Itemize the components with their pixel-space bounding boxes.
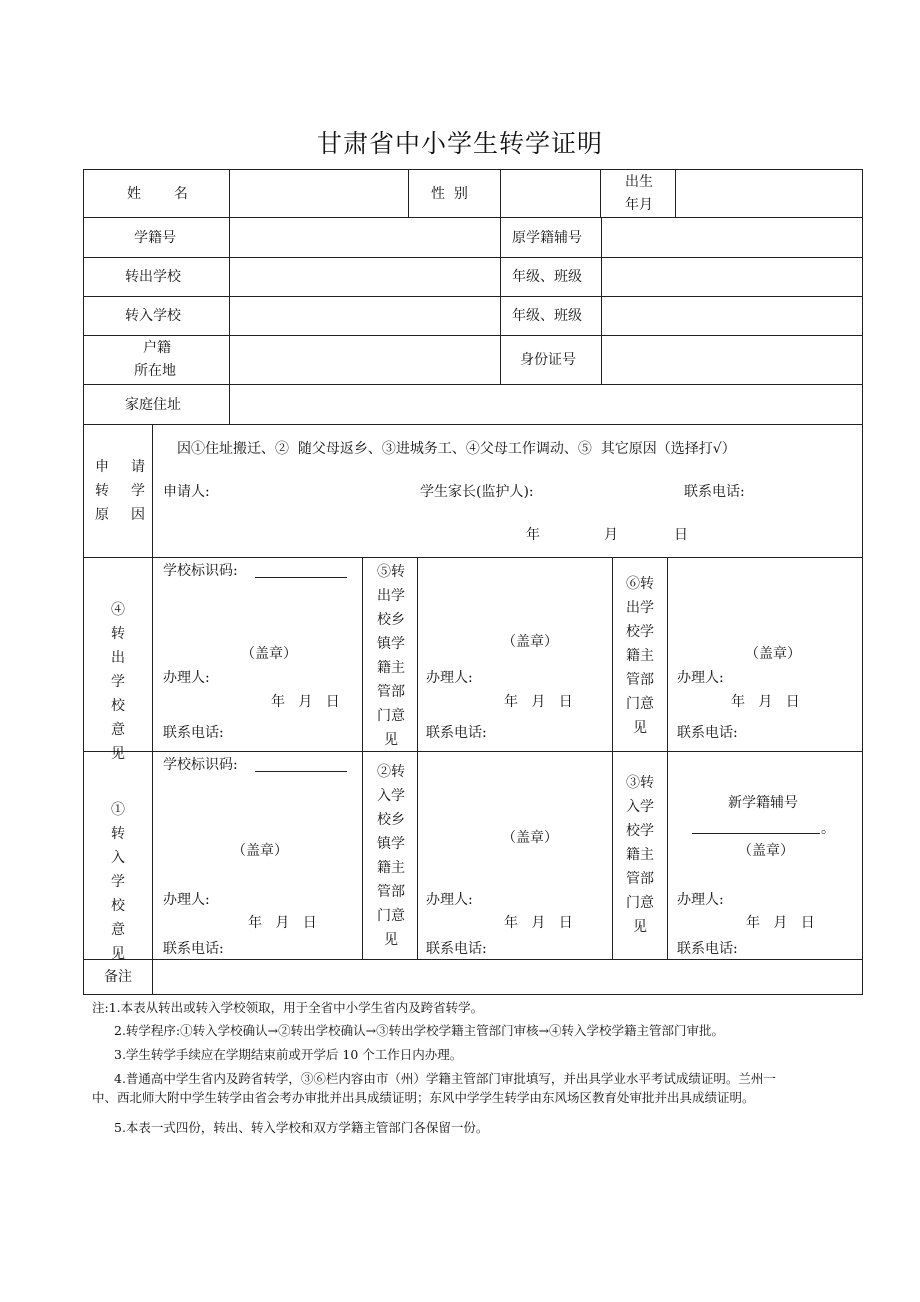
in-township-label: ②转入学校乡镇学籍主管部门意见	[377, 764, 405, 948]
seal-label: （盖章）	[241, 646, 297, 662]
school-code-blank[interactable]	[255, 577, 347, 578]
table-border	[83, 169, 84, 995]
phone-label: 联系电话:	[677, 725, 738, 741]
note-item: 3.学生转学手续应在学期结束前或开学后 10 个工作日内办理。	[114, 1047, 463, 1062]
seal-label: （盖章）	[232, 843, 288, 859]
handler-label: 办理人:	[677, 892, 724, 908]
reason-side-label: 申	[95, 459, 109, 475]
col-divider	[667, 557, 668, 960]
phone-label: 联系电话:	[426, 725, 487, 741]
row-divider	[83, 257, 863, 258]
note-item: 5.本表一式四份，转出、转入学校和双方学籍主管部门各保留一份。	[114, 1120, 489, 1135]
out-authority-label: ⑥转出学校学籍主管部门意见	[626, 576, 654, 736]
row-divider	[83, 959, 863, 960]
row-divider	[83, 335, 863, 336]
date-year: 年	[526, 527, 540, 543]
form-title: 甘肃省中小学生转学证明	[316, 129, 603, 158]
date-label: 年 月 日	[504, 694, 573, 710]
out-township-label: ⑤转出学校乡镇学籍主管部门意见	[377, 564, 405, 748]
applicant-label: 申请人:	[163, 484, 210, 500]
birth-label: 年月	[625, 197, 653, 213]
in-authority-label: ③转入学校学籍主管部门意见	[626, 775, 654, 935]
date-label: 年 月 日	[504, 915, 573, 931]
col-divider	[229, 169, 230, 425]
out-school-label: 转出学校	[125, 269, 181, 285]
note-item: 2.转学程序:①转入学校确认→②转出学校确认→③转出学校学籍主管部门审核→④转入学校学籍主管部门审批。	[114, 1023, 725, 1038]
col-divider	[152, 424, 153, 995]
out-section-side-label: ④转出学校意见	[111, 602, 125, 762]
seal-label: （盖章）	[745, 646, 801, 662]
reason-side-label: 学	[131, 483, 145, 499]
handler-label: 办理人:	[163, 892, 210, 908]
handler-label: 办理人:	[426, 892, 473, 908]
in-section-side-label: ①转入学校意见	[111, 802, 125, 962]
date-month: 月	[604, 527, 618, 543]
huji-label: 所在地	[134, 363, 176, 379]
phone-label: 联系电话:	[163, 725, 224, 741]
col-divider	[601, 217, 602, 385]
grade-class-label: 年级、班级	[512, 308, 582, 324]
col-divider	[500, 169, 501, 385]
address-label: 家庭住址	[125, 397, 181, 413]
note-item: 中、西北师大附中学生转学由省会考办审批并出具成绩证明；东风中学学生转学由东风场区教育处审批并出具成绩证明。	[92, 1090, 755, 1105]
gender-label: 性 别	[431, 186, 468, 202]
reason-side-label: 请	[131, 459, 145, 475]
reason-side-label: 原	[95, 507, 109, 523]
row-divider	[83, 751, 863, 752]
period-mark: 。	[821, 821, 835, 837]
reason-options: 因①住址搬迁、② 随父母返乡、③进城务工、④父母工作调动、⑤ 其它原因（选择打√）	[177, 441, 736, 457]
orig-id-label: 原学籍辅号	[512, 230, 582, 246]
new-id-blank[interactable]	[692, 833, 820, 834]
col-divider	[417, 557, 418, 960]
row-divider	[83, 557, 863, 558]
student-id-label: 学籍号	[134, 230, 176, 246]
guardian-label: 学生家长(监护人):	[420, 484, 534, 500]
phone-label: 联系电话:	[426, 941, 487, 957]
new-id-label: 新学籍辅号	[728, 795, 798, 811]
table-border	[862, 169, 863, 995]
col-divider	[362, 557, 363, 960]
row-divider	[83, 217, 863, 218]
phone-label: 联系电话:	[677, 941, 738, 957]
date-label: 年 月 日	[271, 694, 340, 710]
seal-label: （盖章）	[738, 843, 794, 859]
birth-label: 出生	[625, 174, 653, 190]
col-divider	[612, 557, 613, 960]
handler-label: 办理人:	[163, 670, 210, 686]
date-label: 年 月 日	[248, 915, 317, 931]
col-divider	[600, 169, 601, 218]
col-divider	[675, 169, 676, 218]
school-code-label: 学校标识码:	[163, 757, 238, 773]
seal-label: （盖章）	[502, 634, 558, 650]
note-item: 注:1.本表从转出或转入学校领取，用于全省中小学生省内及跨省转学。	[92, 1000, 484, 1015]
phone-label: 联系电话:	[163, 941, 224, 957]
note-item: 4.普通高中学生省内及跨省转学，③⑥栏内容由市（州）学籍主管部门审批填写，并出具学业水平考试成绩证明。兰州一	[114, 1071, 776, 1086]
table-border	[83, 994, 863, 995]
huji-label: 户籍	[143, 340, 171, 356]
handler-label: 办理人:	[426, 670, 473, 686]
reason-side-label: 转	[95, 483, 109, 499]
grade-class-label: 年级、班级	[512, 269, 582, 285]
school-code-blank[interactable]	[255, 771, 347, 772]
remarks-label: 备注	[104, 969, 132, 985]
name-label: 姓 名	[127, 186, 188, 202]
date-label: 年 月 日	[746, 915, 815, 931]
col-divider	[408, 169, 409, 218]
idcard-label: 身份证号	[520, 352, 576, 368]
table-border	[83, 169, 863, 170]
row-divider	[83, 424, 863, 425]
seal-label: （盖章）	[502, 830, 558, 846]
school-code-label: 学校标识码:	[163, 563, 238, 579]
row-divider	[83, 384, 863, 385]
phone-label: 联系电话:	[684, 484, 745, 500]
handler-label: 办理人:	[677, 670, 724, 686]
date-label: 年 月 日	[731, 694, 800, 710]
row-divider	[83, 296, 863, 297]
date-day: 日	[674, 527, 688, 543]
in-school-label: 转入学校	[125, 308, 181, 324]
reason-side-label: 因	[131, 507, 145, 523]
